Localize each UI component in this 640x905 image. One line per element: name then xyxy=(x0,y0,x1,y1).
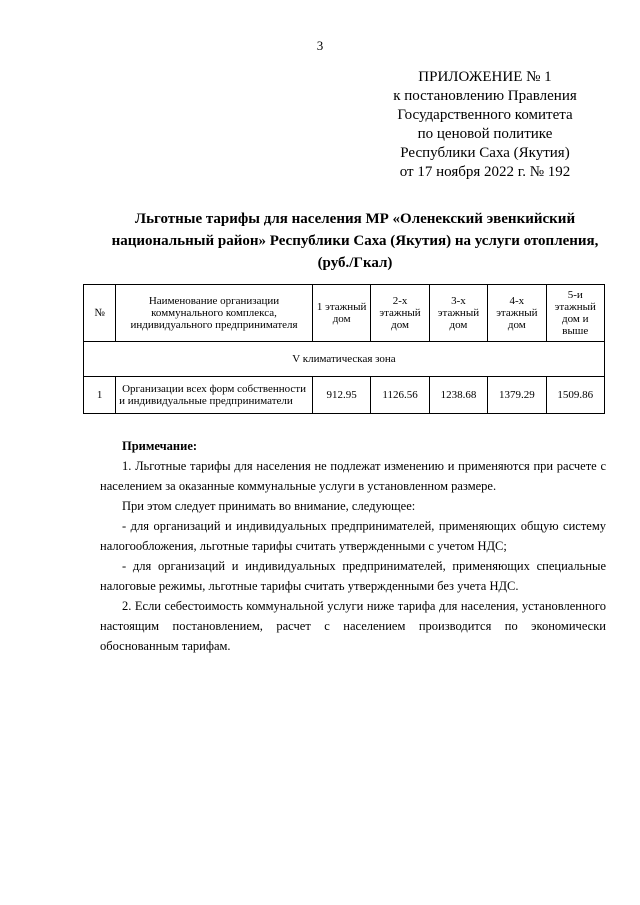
row-organization-name: Организации всех форм собственности и индивидуальные предприниматели xyxy=(116,377,313,414)
header-two-storey: 2-х этажный дом xyxy=(371,285,429,342)
title-line: национальный район» Республики Саха (Якутия) на услуги отопления, xyxy=(111,233,599,249)
row-number: 1 xyxy=(84,377,116,414)
appendix-date: от 17 ноября 2022 г. № 192 xyxy=(399,164,571,180)
climate-zone-label: V климатическая зона xyxy=(84,342,605,377)
note-paragraph: При этом следует принимать во внимание, следующее: xyxy=(122,499,416,513)
note-paragraph: - для организаций и индивидуальных предпринимателей, применяющих общую систему налогообложения, льготные тарифы считать утвержденными с учетом НДС; xyxy=(100,519,606,553)
tariff-one-storey: 912.95 xyxy=(312,377,370,414)
header-four-storey: 4-х этажный дом xyxy=(488,285,546,342)
appendix-line: к постановлению Правления xyxy=(393,88,577,104)
appendix-title: ПРИЛОЖЕНИЕ № 1 xyxy=(418,69,552,85)
header-organization-name: Наименование организации коммунального комплекса, индивидуального предпринимателя xyxy=(116,285,313,342)
tariff-five-storey-and-above: 1509.86 xyxy=(546,377,604,414)
appendix-line: по ценовой политике xyxy=(417,126,553,142)
table-row xyxy=(84,377,605,414)
title-line: (руб./Гкал) xyxy=(317,255,393,271)
page-number: 3 xyxy=(316,38,324,53)
tariff-four-storey: 1379.29 xyxy=(488,377,546,414)
header-three-storey: 3-х этажный дом xyxy=(429,285,487,342)
header-five-storey-and-above: 5-и этажный дом и выше xyxy=(546,285,604,342)
header-one-storey: 1 этажный дом xyxy=(312,285,370,342)
title-line: Льготные тарифы для населения МР «Оленекский эвенкийский xyxy=(134,211,576,227)
note-paragraph: 1. Льготные тарифы для населения не подлежат изменению и применяются при расчете с населением за оказанные коммунальные услуги в установленном размере. xyxy=(100,459,606,493)
document-title xyxy=(95,208,615,274)
note-paragraph: 2. Если себестоимость коммунальной услуги ниже тарифа для населения, установленного настоящим постановлением, расчет с населением производится по экономически обоснованным тарифам. xyxy=(100,599,606,653)
climate-zone-row xyxy=(84,342,605,377)
tariff-two-storey: 1126.56 xyxy=(371,377,429,414)
header-number: № xyxy=(84,285,116,342)
appendix-line: Государственного комитета xyxy=(397,107,573,123)
appendix-block xyxy=(380,68,590,182)
table-header-row xyxy=(84,285,605,342)
note-paragraph: - для организаций и индивидуальных предпринимателей, применяющих специальные налоговые режимы, льготные тарифы считать утвержденными без учета НДС. xyxy=(100,559,606,593)
notes-heading: Примечание: xyxy=(122,439,198,453)
appendix-line: Республики Саха (Якутия) xyxy=(400,145,570,161)
tariff-three-storey: 1238.68 xyxy=(429,377,487,414)
notes-section xyxy=(100,436,606,656)
tariffs-table xyxy=(83,284,605,414)
